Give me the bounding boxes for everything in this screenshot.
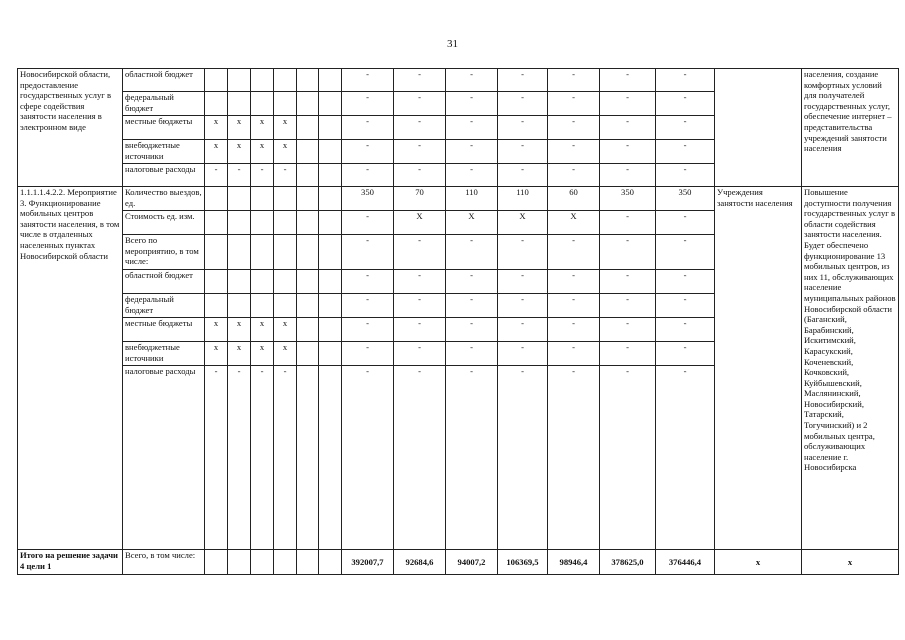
program-measures-table <box>17 68 899 575</box>
code-mark-cell <box>297 164 319 187</box>
code-mark-cell: - <box>205 164 228 187</box>
page-number: 31 <box>447 38 458 50</box>
code-mark-cell <box>228 294 251 318</box>
code-mark-cell <box>319 235 342 270</box>
code-mark-cell <box>297 92 319 116</box>
value-cell: - <box>342 318 394 342</box>
value-cell: - <box>600 164 656 187</box>
code-mark-cell: - <box>228 164 251 187</box>
code-mark-cell <box>205 550 228 575</box>
total-executor-cell: x <box>715 550 802 575</box>
code-mark-cell <box>228 550 251 575</box>
code-mark-cell: x <box>228 116 251 140</box>
code-mark-cell <box>251 187 274 211</box>
code-mark-cell <box>297 550 319 575</box>
funding-source-cell: Всего по мероприятию, в том числе: <box>123 235 205 270</box>
value-cell: - <box>548 164 600 187</box>
value-cell: - <box>656 116 715 140</box>
code-mark-cell: x <box>205 318 228 342</box>
code-mark-cell <box>319 270 342 294</box>
code-mark-cell <box>319 318 342 342</box>
code-mark-cell <box>319 116 342 140</box>
code-mark-cell <box>205 211 228 235</box>
value-cell: - <box>600 92 656 116</box>
code-mark-cell: x <box>205 116 228 140</box>
code-mark-cell <box>297 270 319 294</box>
total-value-cell: 98946,4 <box>548 550 600 575</box>
value-cell: - <box>600 318 656 342</box>
value-cell: 110 <box>498 187 548 211</box>
code-mark-cell: x <box>228 342 251 366</box>
code-mark-cell: x <box>251 116 274 140</box>
value-cell: - <box>498 164 548 187</box>
code-mark-cell <box>228 235 251 270</box>
value-cell: - <box>548 235 600 270</box>
code-mark-cell <box>319 211 342 235</box>
value-cell: - <box>446 366 498 550</box>
code-mark-cell: x <box>228 140 251 164</box>
code-mark-cell <box>228 211 251 235</box>
total-value-cell: 392007,7 <box>342 550 394 575</box>
value-cell: - <box>548 366 600 550</box>
expected-result-cell: Повышение доступности получения государственных услуг в области содействия занятости населения. Будет обеспечено функционирование 13 мобильных центров, из них 11, обслуживающих население муниципальных районов Новосибирской области (Баганский, Барабинский, Искитимский, Карасукский, Коченевский, Кочковский, Куйбышевский, Маслянинский, Новосибирский, Татарский, Тогучинский) и 2 мобильных центра, обслуживающих население г. Новосибирска <box>802 187 899 550</box>
code-mark-cell <box>297 116 319 140</box>
value-cell: X <box>548 211 600 235</box>
code-mark-cell: x <box>274 116 297 140</box>
code-mark-cell <box>319 294 342 318</box>
code-mark-cell <box>205 92 228 116</box>
total-value-cell: 378625,0 <box>600 550 656 575</box>
value-cell: 350 <box>656 187 715 211</box>
code-mark-cell: - <box>274 366 297 550</box>
value-cell: - <box>342 270 394 294</box>
value-cell: X <box>446 211 498 235</box>
total-value-cell: 376446,4 <box>656 550 715 575</box>
total-label-cell: Всего, в том числе: <box>123 550 205 575</box>
table-body <box>18 69 899 575</box>
funding-source-cell: федеральный бюджет <box>123 92 205 116</box>
code-mark-cell <box>274 187 297 211</box>
code-mark-cell <box>297 342 319 366</box>
value-cell: - <box>446 92 498 116</box>
value-cell: - <box>394 164 446 187</box>
funding-source-cell: Стоимость ед. изм. <box>123 211 205 235</box>
value-cell: - <box>656 140 715 164</box>
code-mark-cell: x <box>274 342 297 366</box>
value-cell: - <box>656 92 715 116</box>
value-cell: - <box>342 116 394 140</box>
code-mark-cell: - <box>251 366 274 550</box>
code-mark-cell <box>251 550 274 575</box>
value-cell: - <box>548 69 600 92</box>
code-mark-cell <box>251 270 274 294</box>
value-cell: - <box>394 270 446 294</box>
funding-source-cell: налоговые расходы <box>123 366 205 550</box>
value-cell: - <box>600 270 656 294</box>
value-cell: - <box>446 270 498 294</box>
value-cell: - <box>548 294 600 318</box>
code-mark-cell: - <box>228 366 251 550</box>
funding-source-cell: федеральный бюджет <box>123 294 205 318</box>
code-mark-cell <box>205 69 228 92</box>
value-cell: - <box>656 211 715 235</box>
value-cell: 60 <box>548 187 600 211</box>
value-cell: - <box>394 294 446 318</box>
code-mark-cell <box>319 69 342 92</box>
value-cell: 350 <box>342 187 394 211</box>
value-cell: - <box>600 69 656 92</box>
value-cell: - <box>394 366 446 550</box>
value-cell: - <box>600 235 656 270</box>
value-cell: - <box>446 140 498 164</box>
funding-source-cell: областной бюджет <box>123 270 205 294</box>
value-cell: - <box>498 69 548 92</box>
code-mark-cell <box>319 140 342 164</box>
funding-source-cell: Количество выездов, ед. <box>123 187 205 211</box>
value-cell: - <box>548 270 600 294</box>
value-cell: 70 <box>394 187 446 211</box>
funding-source-cell: местные бюджеты <box>123 318 205 342</box>
value-cell: - <box>394 235 446 270</box>
total-value-cell: 94007,2 <box>446 550 498 575</box>
code-mark-cell <box>297 294 319 318</box>
code-mark-cell <box>205 270 228 294</box>
value-cell: X <box>394 211 446 235</box>
value-cell: - <box>600 294 656 318</box>
value-cell: - <box>498 318 548 342</box>
code-mark-cell <box>251 69 274 92</box>
value-cell: - <box>446 116 498 140</box>
value-cell: - <box>656 342 715 366</box>
code-mark-cell <box>205 294 228 318</box>
total-value-cell: 92684,6 <box>394 550 446 575</box>
value-cell: - <box>548 92 600 116</box>
code-mark-cell <box>205 187 228 211</box>
code-mark-cell <box>274 550 297 575</box>
code-mark-cell: - <box>205 366 228 550</box>
funding-source-cell: областной бюджет <box>123 69 205 92</box>
total-measure-cell: Итого на решение задачи 4 цели 1 <box>18 550 123 575</box>
code-mark-cell <box>205 235 228 270</box>
code-mark-cell <box>319 187 342 211</box>
value-cell: 350 <box>600 187 656 211</box>
value-cell: - <box>394 318 446 342</box>
value-cell: - <box>548 116 600 140</box>
value-cell: - <box>446 294 498 318</box>
measure-name-cell: Новосибирской области, предоставление государственных услуг в сфере содействия занятости населения в электронном виде <box>18 69 123 187</box>
value-cell: - <box>342 342 394 366</box>
code-mark-cell <box>319 164 342 187</box>
code-mark-cell <box>319 342 342 366</box>
value-cell: - <box>498 342 548 366</box>
funding-source-cell: налоговые расходы <box>123 164 205 187</box>
value-cell: - <box>548 342 600 366</box>
value-cell: - <box>656 318 715 342</box>
value-cell: - <box>498 366 548 550</box>
value-cell: - <box>600 366 656 550</box>
value-cell: 110 <box>446 187 498 211</box>
code-mark-cell <box>319 550 342 575</box>
code-mark-cell <box>297 235 319 270</box>
code-mark-cell <box>319 92 342 116</box>
value-cell: - <box>498 116 548 140</box>
code-mark-cell <box>297 140 319 164</box>
value-cell: - <box>394 92 446 116</box>
value-cell: - <box>656 164 715 187</box>
table-row <box>18 69 899 92</box>
code-mark-cell: x <box>205 342 228 366</box>
value-cell: - <box>656 294 715 318</box>
code-mark-cell <box>251 235 274 270</box>
executor-cell: Учреждения занятости населения <box>715 187 802 550</box>
code-mark-cell: x <box>251 140 274 164</box>
total-row <box>18 550 899 575</box>
code-mark-cell <box>297 69 319 92</box>
value-cell: - <box>446 164 498 187</box>
value-cell: - <box>548 318 600 342</box>
value-cell: - <box>600 342 656 366</box>
total-result-cell: x <box>802 550 899 575</box>
code-mark-cell <box>251 294 274 318</box>
value-cell: - <box>656 235 715 270</box>
value-cell: - <box>342 294 394 318</box>
measure-name-cell: 1.1.1.1.4.2.2. Мероприятие 3. Функционирование мобильных центров занятости населения, в том числе в отдаленных населенных пунктах Новосибирской области <box>18 187 123 550</box>
code-mark-cell <box>274 294 297 318</box>
value-cell: - <box>498 235 548 270</box>
code-mark-cell: - <box>251 164 274 187</box>
value-cell: - <box>656 270 715 294</box>
code-mark-cell <box>297 366 319 550</box>
executor-cell <box>715 69 802 187</box>
value-cell: - <box>600 211 656 235</box>
expected-result-cell: населения, создание комфортных условий для получателей государственных услуг, обеспечение интернет – представительства учреждений занятости населения <box>802 69 899 187</box>
value-cell: - <box>498 270 548 294</box>
total-value-cell: 106369,5 <box>498 550 548 575</box>
code-mark-cell <box>228 92 251 116</box>
value-cell: - <box>498 140 548 164</box>
value-cell: - <box>342 211 394 235</box>
code-mark-cell: x <box>205 140 228 164</box>
code-mark-cell <box>228 187 251 211</box>
funding-source-cell: местные бюджеты <box>123 116 205 140</box>
value-cell: - <box>446 69 498 92</box>
value-cell: - <box>446 318 498 342</box>
code-mark-cell <box>228 69 251 92</box>
value-cell: - <box>498 294 548 318</box>
code-mark-cell <box>274 92 297 116</box>
value-cell: - <box>394 116 446 140</box>
value-cell: X <box>498 211 548 235</box>
value-cell: - <box>342 140 394 164</box>
code-mark-cell: x <box>251 318 274 342</box>
value-cell: - <box>656 366 715 550</box>
value-cell: - <box>600 116 656 140</box>
funding-source-cell: внебюджетные источники <box>123 342 205 366</box>
code-mark-cell <box>297 211 319 235</box>
value-cell: - <box>342 69 394 92</box>
code-mark-cell <box>274 69 297 92</box>
value-cell: - <box>446 235 498 270</box>
code-mark-cell: x <box>228 318 251 342</box>
code-mark-cell <box>319 366 342 550</box>
value-cell: - <box>342 92 394 116</box>
value-cell: - <box>342 366 394 550</box>
code-mark-cell: - <box>274 164 297 187</box>
code-mark-cell <box>274 270 297 294</box>
code-mark-cell: x <box>274 318 297 342</box>
value-cell: - <box>498 92 548 116</box>
funding-source-cell: внебюджетные источники <box>123 140 205 164</box>
code-mark-cell <box>228 270 251 294</box>
code-mark-cell <box>251 92 274 116</box>
value-cell: - <box>394 140 446 164</box>
value-cell: - <box>342 235 394 270</box>
value-cell: - <box>394 69 446 92</box>
code-mark-cell <box>274 211 297 235</box>
value-cell: - <box>394 342 446 366</box>
code-mark-cell <box>297 318 319 342</box>
value-cell: - <box>600 140 656 164</box>
table-row <box>18 187 899 211</box>
code-mark-cell <box>297 187 319 211</box>
code-mark-cell: x <box>251 342 274 366</box>
value-cell: - <box>342 164 394 187</box>
code-mark-cell <box>274 235 297 270</box>
value-cell: - <box>446 342 498 366</box>
value-cell: - <box>656 69 715 92</box>
value-cell: - <box>548 140 600 164</box>
code-mark-cell <box>251 211 274 235</box>
code-mark-cell: x <box>274 140 297 164</box>
